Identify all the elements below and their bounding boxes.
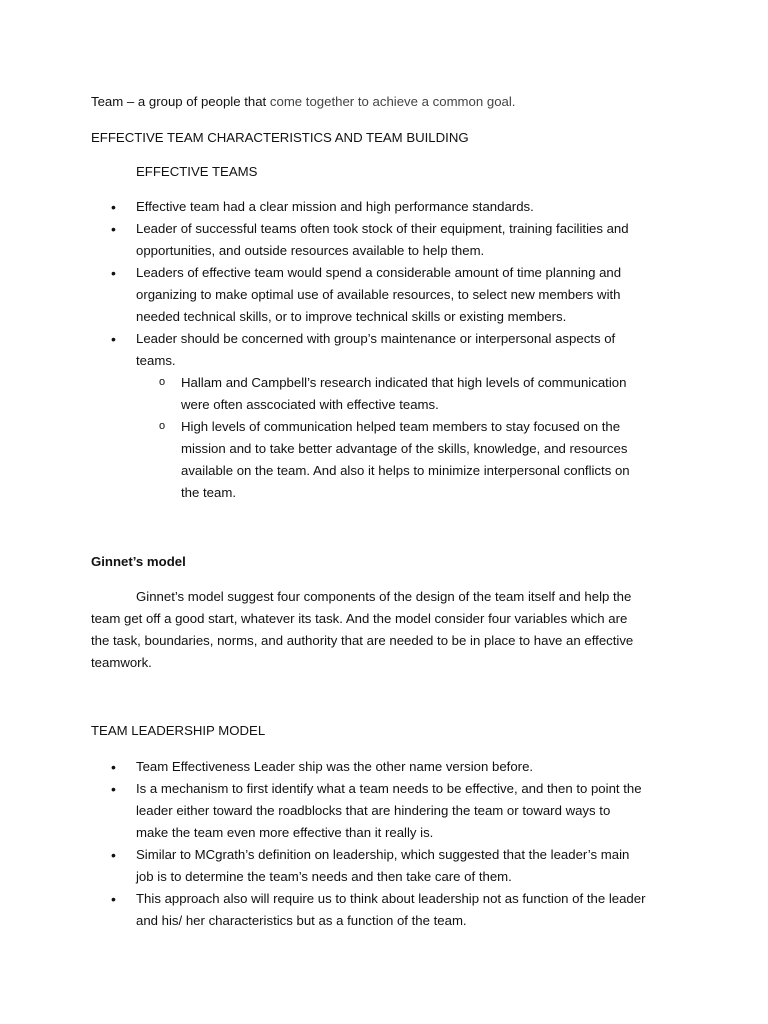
- sub-list-item-line: the team.: [181, 485, 236, 500]
- list-item-line: • This approach also will require us to think about leadership not as function of the leader: [136, 891, 646, 906]
- effective-teams-bullet-list: [91, 196, 691, 504]
- intro-term: Team – a group of people that: [91, 94, 270, 109]
- paragraph-line: the task, boundaries, norms, and authority that are needed to be in place to have an effective: [91, 633, 634, 648]
- list-item-line: • Team Effectiveness Leader ship was the other name version before.: [136, 759, 534, 774]
- list-item-line: needed technical skills, or to improve technical skills or existing members.: [136, 309, 567, 324]
- team-leadership-bullet-list: [91, 756, 691, 932]
- section-heading-ginnets-model: Ginnet’s model: [91, 554, 186, 569]
- list-item-line: opportunities, and outside resources available to help them.: [136, 243, 485, 258]
- intro-definition-text: come together to achieve a common goal.: [269, 94, 516, 109]
- sub-list-item-line: available on the team. And also it helps to minimize interpersonal conflicts on: [181, 463, 630, 478]
- list-item-line: make the team even more effective than it really is.: [136, 825, 434, 840]
- list-item-line: • Leader should be concerned with group’s maintenance or interpersonal aspects of: [136, 331, 616, 346]
- subheading-effective-teams: EFFECTIVE TEAMS: [136, 164, 258, 179]
- list-item: [91, 328, 691, 504]
- sub-list-item-line: were often asscociated with effective teams.: [181, 397, 439, 412]
- list-item-line: • Effective team had a clear mission and high performance standards.: [136, 199, 534, 214]
- paragraph-line: Ginnet’s model suggest four components of the design of the team itself and help the: [136, 589, 632, 604]
- list-item-line: teams.: [136, 353, 176, 368]
- list-item-line: organizing to make optimal use of available resources, to select new members with: [136, 287, 621, 302]
- list-item-line: leader either toward the roadblocks that are hindering the team or toward ways to: [136, 803, 611, 818]
- sub-list-item-line: o High levels of communication helped team members to stay focused on the: [181, 419, 621, 434]
- sub-bullet-list: [136, 372, 691, 504]
- list-item-line: • Leader of successful teams often took stock of their equipment, training facilities and: [136, 221, 629, 236]
- list-item: [91, 196, 691, 218]
- list-item-line: • Similar to MCgrath’s definition on leadership, which suggested that the leader’s main: [136, 847, 630, 862]
- list-item: [91, 756, 691, 778]
- list-item: [91, 844, 691, 888]
- section-heading-effective-team-characteristics: EFFECTIVE TEAM CHARACTERISTICS AND TEAM BUILDING: [91, 130, 469, 145]
- section-heading-team-leadership-model: TEAM LEADERSHIP MODEL: [91, 723, 266, 738]
- sub-list-item-line: o Hallam and Campbell’s research indicated that high levels of communication: [181, 375, 627, 390]
- list-item-line: • Is a mechanism to first identify what a team needs to be effective, and then to point the: [136, 781, 642, 796]
- paragraph-line: teamwork.: [91, 655, 152, 670]
- list-item-line: job is to determine the team’s needs and then take care of them.: [136, 869, 512, 884]
- sub-list-item-line: mission and to take better advantage of the skills, knowledge, and resources: [181, 441, 628, 456]
- list-item-line: • Leaders of effective team would spend a considerable amount of time planning and: [136, 265, 622, 280]
- intro-definition: [91, 93, 515, 111]
- list-item: [91, 888, 691, 932]
- sub-list-item: [136, 372, 691, 416]
- list-item: [91, 778, 691, 844]
- sub-list-item: [136, 416, 691, 504]
- list-item: [91, 262, 691, 328]
- list-item-line: and his/ her characteristics but as a function of the team.: [136, 913, 467, 928]
- paragraph-line: team get off a good start, whatever its task. And the model consider four variables which are: [91, 611, 628, 626]
- list-item: [91, 218, 691, 262]
